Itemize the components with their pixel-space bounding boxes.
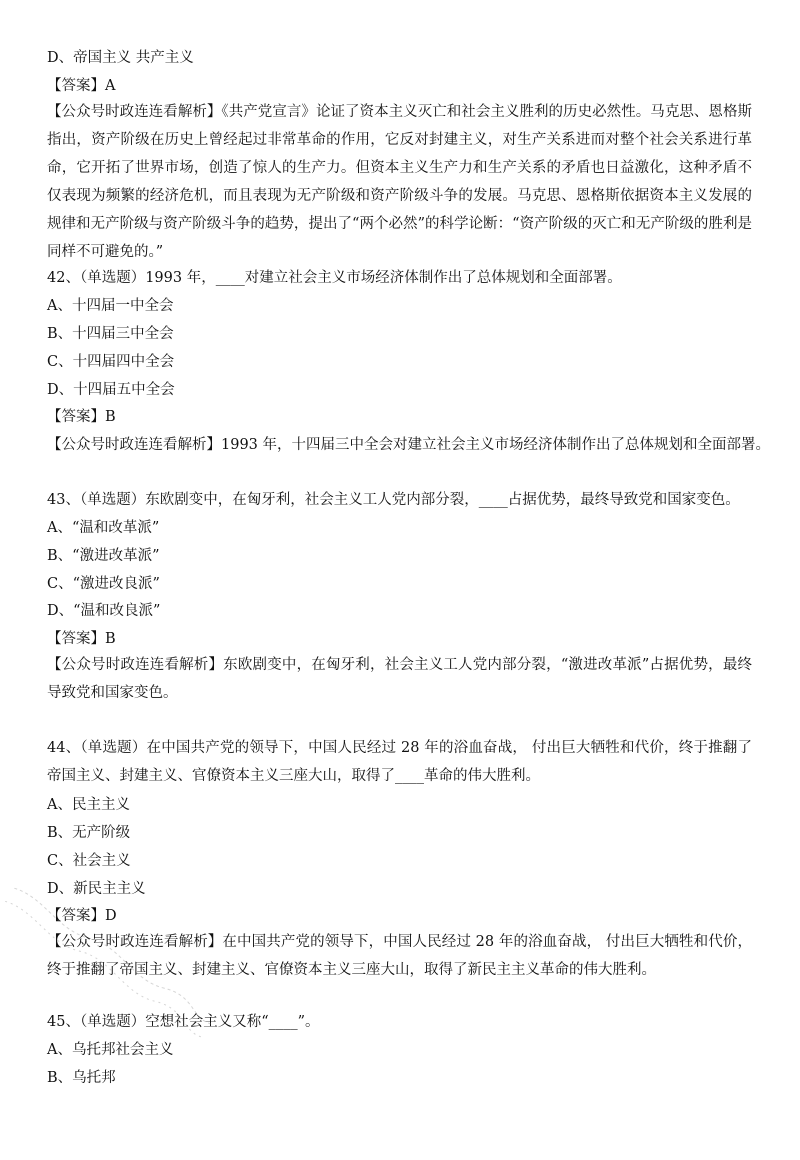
q41-option-d: D、帝国主义 共产主义 xyxy=(47,50,194,66)
q43-option-d: D、“温和改良派” xyxy=(47,603,161,619)
q42-question: 42、（单选题）1993 年，____对建立社会主义市场经济体制作出了总体规划和全面部署。 xyxy=(47,270,622,286)
q45-option-a: A、乌托邦社会主义 xyxy=(47,1042,174,1058)
q45-option-b: B、乌托邦 xyxy=(47,1070,116,1086)
q42-option-c: C、十四届四中全会 xyxy=(47,354,175,370)
q41-answer: 【答案】A xyxy=(47,78,116,94)
q43-answer: 【答案】B xyxy=(47,631,116,647)
q43-option-b: B、“激进改革派” xyxy=(47,548,160,564)
q44-option-b: B、无产阶级 xyxy=(47,825,131,841)
q42-answer: 【答案】B xyxy=(47,409,116,425)
q44-answer: 【答案】D xyxy=(47,908,117,924)
q44-analysis: 【公众号时政连连看解析】在中国共产党的领导下，中国人民经过 28 年的浴血奋战， 付出巨大牺牲和代价，终于推翻了帝国主义、封建主义、官僚资本主义三座大山，取得了新民主主义革命的伟大胜利。 xyxy=(47,934,752,978)
q43-option-a: A、“温和改革派” xyxy=(47,520,160,536)
q41-analysis: 【公众号时政连连看解析】《共产党宣言》论证了资本主义灭亡和社会主义胜利的历史必然性。马克思、恩格斯指出，资产阶级在历史上曾经起过非常革命的作用，它反对封建主义，对生产关系进而对整个社会关系进行革命，它开拓了世界市场，创造了惊人的生产力。但资本主义生产力和生产关系的矛盾也日益激化，这种矛盾不仅表现为频繁的经济危机，而且表现为无产阶级和资产阶级斗争的发展。马克思、恩格斯依据资本主义发展的规律和无产阶级与资产阶级斗争的趋势，提出了“两个必然”的科学论断：“资产阶级的灭亡和无产阶级的胜利是同样不可避免的。” xyxy=(47,104,752,260)
q42-option-b: B、十四届三中全会 xyxy=(47,326,174,342)
q43-option-c: C、“激进改良派” xyxy=(47,576,160,592)
q42-option-a: A、十四届一中全会 xyxy=(47,298,174,314)
q42-analysis: 【公众号时政连连看解析】1993 年，十四届三中全会对建立社会主义市场经济体制作出了总体规划和全面部署。 xyxy=(47,437,771,453)
q44-option-a: A、民主主义 xyxy=(47,797,130,813)
q44-question: 44、（单选题）在中国共产党的领导下，中国人民经过 28 年的浴血奋战， 付出巨大牺牲和代价，终于推翻了帝国主义、封建主义、官僚资本主义三座大山，取得了____革命的伟大胜利。 xyxy=(47,740,752,784)
q43-analysis: 【公众号时政连连看解析】东欧剧变中，在匈牙利，社会主义工人党内部分裂，“激进改革派”占据优势，最终导致党和国家变色。 xyxy=(47,657,752,701)
q42-option-d: D、十四届五中全会 xyxy=(47,382,175,398)
q44-option-d: D、新民主主义 xyxy=(47,881,146,897)
q44-option-c: C、社会主义 xyxy=(47,853,131,869)
q45-question: 45、（单选题）空想社会主义又称“____”。 xyxy=(47,1014,320,1030)
q43-question: 43、（单选题）东欧剧变中，在匈牙利，社会主义工人党内部分裂，____占据优势，最终导致党和国家变色。 xyxy=(47,492,740,508)
